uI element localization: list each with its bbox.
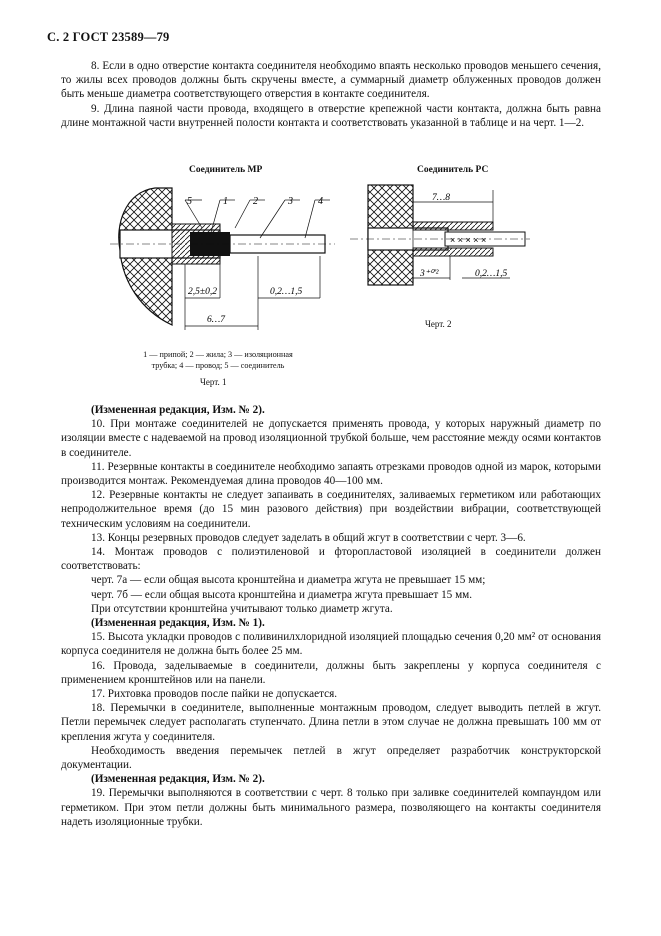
figure2-drawing (350, 180, 530, 300)
figure2-caption: Черт. 2 (425, 319, 452, 329)
label-5: 5 (187, 196, 192, 207)
body-paragraph: При отсутствии кронштейна учитывают только диаметр жгута. (91, 602, 393, 615)
body-paragraph: 13. Концы резервных проводов следует заделать в общий жгут в соответствии с черт. 3—6. (91, 531, 526, 544)
body-paragraph: (Измененная редакция, Изм. № 2). (91, 404, 265, 416)
body-paragraph: черт. 7б — если общая высота кронштейна и диаметра жгута превышает 15 мм. (91, 588, 473, 601)
body-paragraph: Необходимость введения перемычек петлей в жгут определяет разработчик конструкторской документации. (61, 744, 601, 772)
figure1-legend (128, 349, 308, 371)
body-paragraph: (Измененная редакция, Изм. № 1). (91, 617, 265, 630)
label-4: 4 (318, 196, 323, 207)
label-1: 1 (223, 196, 228, 207)
paragraph-9: 9. Длина паяной части провода, входящего в отверстие крепежной части контакта, должна быть равна длине монтажной части внутренней полости контакта и соответствовать указанной в таблице и на черт. 1—2. (61, 102, 601, 129)
body-paragraph: 10. При монтаже соединителей не допускается применять провода, у которых наружный диаметр по изоляции вместе с надеваемой на провод изоляционной трубкой больше, чем расстояние между осями контактов в соединителе. (61, 418, 601, 459)
dim-7-8: 7…8 (432, 193, 450, 203)
dim-3-0-2: 3⁺⁰'² (420, 269, 439, 279)
body-paragraph: 17. Рихтовка проводов после пайки не допускается. (91, 688, 338, 701)
tube-top-shape (413, 222, 493, 230)
tube-bottom-shape (413, 248, 493, 256)
label-3: 3 (288, 196, 293, 207)
body-text-block (61, 403, 601, 829)
dim-2-5: 2,5±0,2 (188, 287, 217, 297)
dim-6-7: 6…7 (207, 315, 225, 325)
body-paragraph: черт. 7а — если общая высота кронштейна и диаметра жгута не превышает 15 мм; (91, 574, 486, 587)
wire-marks: × × × × × (450, 235, 487, 245)
legend-line-1: 1 — припой; 2 — жила; 3 — изоляционная (143, 350, 293, 359)
body-paragraph: 14. Монтаж проводов с полиэтиленовой и фторопластовой изоляцией в соединители должен соответствовать: (61, 546, 601, 573)
dim-0-2-1-5: 0,2…1,5 (270, 287, 303, 297)
body-paragraph: 18. Перемычки в соединителе, выполненные монтажным проводом, следует выводить петлей в жгут. Петли перемычек следует располагать ступенчато. Длина петли в этом случае не должна превышать 100 мм от крепления жгута у соединителя. (61, 702, 601, 743)
figure1-drawing (110, 180, 335, 335)
label-2: 2 (253, 196, 258, 207)
body-paragraph: 15. Высота укладки проводов с поливинилхлоридной изоляцией площадью сечения 0,20 мм² от основания корпуса соединителя не должна быть более 25 мм. (61, 631, 601, 658)
page-header: С. 2 ГОСТ 23589—79 (47, 30, 170, 44)
figure1-title: Соединитель МР (189, 165, 263, 175)
body-paragraph: 19. Перемычки выполняются в соответствии с черт. 8 только при заливке соединителей компаундом или герметиком. При этом петли должны быть минимального размера, позволяющего на контакты соединителя надеть изоляционные трубки. (61, 787, 601, 828)
body-paragraph: 12. Резервные контакты не следует запаивать в соединителях, заливаемых герметиком или работающих непродолжительное время (до 15 мин разового действия) при воздействии вибрации, соответствующей техническим условиям на соединители. (61, 489, 601, 530)
legend-line-2: трубка; 4 — провод; 5 — соединитель (151, 361, 285, 370)
paragraph-8: 8. Если в одно отверстие контакта соединителя необходимо впаять несколько проводов меньшего сечения, то жилы всех проводов должны быть скручены вместе, а суммарный диаметр облуженных проводов должен быть меньше диаметра соответствующего отверстия в контакте соединителя. (61, 60, 601, 101)
body-paragraph: (Измененная редакция, Изм. № 2). (91, 773, 265, 786)
top-text-block (61, 59, 601, 130)
dim-0-2-1-5-b: 0,2…1,5 (475, 269, 508, 279)
figure2-title: Соединитель РС (417, 165, 489, 175)
body-paragraph: 16. Провода, заделываемые в соединители, должны быть закреплены у корпуса соединителя с применением кронштейнов или на панели. (61, 659, 601, 686)
body-paragraph: 11. Резервные контакты в соединителе необходимо запаять отрезками проводов одной из марок, которыми производится монтаж. Рекомендуемая длина проводов 40—100 мм. (61, 460, 601, 488)
figure1-caption: Черт. 1 (200, 377, 227, 387)
